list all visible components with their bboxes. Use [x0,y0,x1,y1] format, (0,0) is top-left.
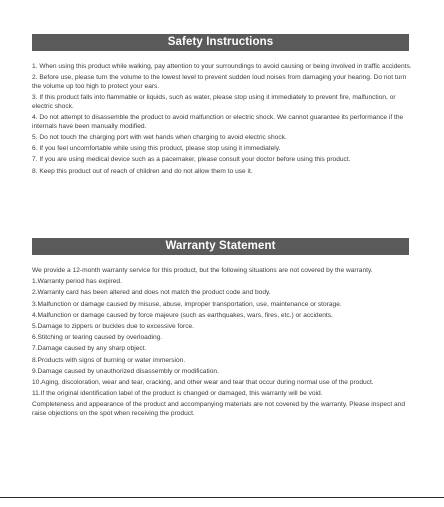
safety-item: 5. Do not touch the charging port with wet hands when charging to avoid electric shock. [32,133,287,141]
warranty-item: 4.Malfunction or damage caused by force majeure (such as earthquakes, wars, fires, etc.) or accidents. [32,311,333,319]
warranty-item: 10.Aging, discoloration, wear and tear, cracking, and other wear and tear that occur during normal use of the product. [32,378,374,386]
warranty-item: 2.Warranty card has been altered and does not match the product code and body. [32,289,271,297]
warranty-item: 8.Products with signs of burning or water immersion. [32,356,186,364]
safety-instructions-heading: Safety Instructions [32,34,409,51]
warranty-item: 5.Damage to zippers or buckles due to excessive force. [32,322,194,330]
warranty-statement-body [32,267,412,421]
safety-item: 1. When using this product while walking, pay attention to your surroundings to avoid causing or being involved in traffic accidents. [32,63,412,70]
warranty-item: 11.If the original identification label of the product is changed or damaged, this warranty will be void. [32,390,323,398]
bottom-divider [0,497,444,498]
safety-instructions-list [32,63,412,179]
safety-item: 3. If this product falls into flammable or liquids, such as water, please stop using it immediately to prevent fire, malfunction, or electric shock. [32,94,396,110]
warranty-intro: We provide a 12-month warranty service for this product, but the following situations are not covered by the warranty. [32,267,373,274]
warranty-item: 7.Damage caused by any sharp object. [32,345,147,353]
warranty-item: 3.Malfunction or damage caused by misuse, abuse, improper transportation, use, maintenance or storage. [32,300,342,308]
safety-item: 4. Do not attempt to disassemble the product to avoid malfunction or electric shock. We cannot guarantee its performance if the internals have been manually modified. [32,114,404,130]
warranty-item: 1.Warranty period has expired. [32,278,122,286]
warranty-statement-heading: Warranty Statement [32,238,409,255]
safety-item: 6. If you feel uncomfortable while using this product, please stop using it immediately. [32,145,281,153]
warranty-item: 9.Damage caused by unauthorized disassembly or modification. [32,367,219,375]
warranty-closing: Completeness and appearance of the product and accompanying materials are not covered by the warranty. Please inspect and raise objections on the spot when receiving the product. [32,401,406,417]
safety-item: 8. Keep this product out of reach of children and do not allow them to use it. [32,167,253,175]
safety-item: 2. Before use, please turn the volume to the lowest level to prevent sudden loud noises from damaging your hearing. Do not turn the volume up too high to protect your ears. [32,74,407,90]
warranty-item: 6.Stitching or tearing caused by overloading. [32,334,163,342]
safety-item: 7. If you are using medical device such as a pacemaker, please consult your doctor before using this product. [32,156,351,164]
